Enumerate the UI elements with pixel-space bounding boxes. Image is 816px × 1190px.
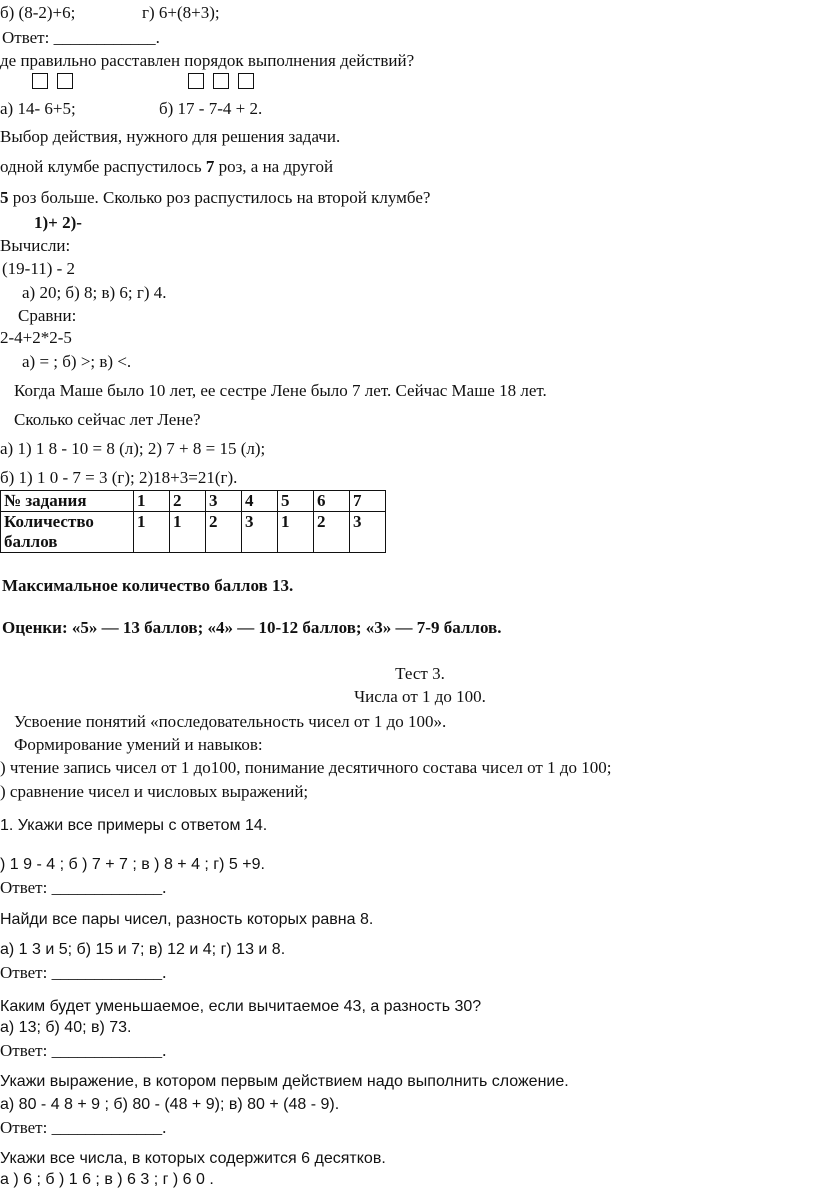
word-problem: Когда Маше было 10 лет, ее сестре Лене было 7 лет. Сейчас Маше 18 лет. — [14, 381, 547, 400]
question-1-options: ) 1 9 - 4 ; б ) 7 + 7 ; в ) 8 + 4 ; г) 5 +9. — [0, 856, 265, 873]
table-cell: 5 — [278, 491, 314, 512]
test-title: Тест 3. — [395, 664, 445, 683]
checkbox-icon — [188, 73, 204, 89]
checkbox-icon — [57, 73, 73, 89]
answer-line: Ответ: _____________. — [0, 1118, 167, 1137]
table-cell: 2 — [206, 512, 242, 553]
checkbox-group-b — [188, 73, 263, 93]
table-cell: Количество баллов — [1, 512, 134, 553]
solution-b: б) 1) 1 0 - 7 = 3 (г); 2)18+3=21(г). — [0, 468, 238, 487]
table-cell: 3 — [242, 512, 278, 553]
expression-a: а) 14- 6+5; — [0, 99, 76, 118]
checkbox-icon — [213, 73, 229, 89]
expression-b: б) 17 - 7-4 + 2. — [159, 99, 263, 118]
solution-a: а) 1) 1 8 - 10 = 8 (л); 2) 7 + 8 = 15 (л); — [0, 439, 266, 458]
answer-line: Ответ: ____________. — [2, 28, 160, 47]
task-heading: Выбор действия, нужного для решения задачи. — [0, 127, 341, 146]
question-4: Укажи выражение, в котором первым действием надо выполнить сложение. — [0, 1073, 569, 1090]
question-1: 1. Укажи все примеры с ответом 14. — [0, 817, 268, 834]
table-row — [1, 491, 386, 512]
question-3: Каким будет уменьшаемое, если вычитаемое 43, а разность 30? — [0, 998, 482, 1015]
grading-scale: Оценки: «5» — 13 баллов; «4» — 10-12 баллов; «3» — 7-9 баллов. — [2, 618, 502, 637]
problem-text: одной клумбе распустилось 7 роз, а на другой — [0, 157, 334, 176]
table-cell: 1 — [134, 491, 170, 512]
answer-line: Ответ: _____________. — [0, 963, 167, 982]
question-2: Найди все пары чисел, разность которых равна 8. — [0, 911, 374, 928]
answer-options: а) = ; б) >; в) <. — [22, 352, 132, 371]
table-cell: № задания — [1, 491, 134, 512]
checkbox-icon — [238, 73, 254, 89]
table-cell: 6 — [314, 491, 350, 512]
question-5-options: а ) 6 ; б ) 1 6 ; в ) 6 3 ; г ) 6 0 . — [0, 1171, 214, 1188]
question-2-options: а) 1 3 и 5; б) 15 и 7; в) 12 и 4; г) 13 и 8. — [0, 941, 286, 958]
table-cell: 3 — [206, 491, 242, 512]
table-cell: 2 — [314, 512, 350, 553]
table-cell: 1 — [170, 512, 206, 553]
question-5: Укажи все числа, в которых содержится 6 десятков. — [0, 1150, 386, 1167]
answer-line: Ответ: _____________. — [0, 1041, 167, 1060]
table-cell: 3 — [350, 512, 386, 553]
task-compare: Сравни: — [18, 306, 77, 325]
word-problem-question: Сколько сейчас лет Лене? — [14, 410, 201, 429]
table-cell: 1 — [278, 512, 314, 553]
task-compute: Вычисли: — [0, 236, 71, 255]
goal-text: Формирование умений и навыков: — [14, 735, 263, 754]
table-cell: 1 — [134, 512, 170, 553]
expression: 2-4+2*2-5 — [0, 328, 72, 347]
answer-option-g: г) 6+(8+3); — [142, 3, 220, 22]
question-3-options: а) 13; б) 40; в) 73. — [0, 1019, 132, 1036]
question-4-options: а) 80 - 4 8 + 9 ; б) 80 - (48 + 9); в) 80 + (48 - 9). — [0, 1096, 340, 1113]
answer-option-b: б) (8-2)+6; — [0, 3, 76, 22]
expression: (19-11) - 2 — [2, 259, 76, 278]
test-subtitle: Числа от 1 до 100. — [354, 687, 486, 706]
table-cell: 7 — [350, 491, 386, 512]
question-order-of-operations: де правильно расставлен порядок выполнения действий? — [0, 51, 415, 70]
score-table — [0, 490, 386, 553]
goal-text: ) сравнение чисел и числовых выражений; — [0, 782, 309, 801]
problem-text-continued: 5 роз больше. Сколько роз распустилось на второй клумбе? — [0, 188, 431, 207]
max-score: Максимальное количество баллов 13. — [2, 576, 294, 595]
operation-options: 1)+ 2)- — [34, 213, 82, 232]
answer-line: Ответ: _____________. — [0, 878, 167, 897]
checkbox-icon — [32, 73, 48, 89]
goal-text: ) чтение запись чисел от 1 до100, понимание десятичного состава чисел от 1 до 100; — [0, 758, 612, 777]
table-cell: 4 — [242, 491, 278, 512]
answer-options: а) 20; б) 8; в) 6; г) 4. — [22, 283, 167, 302]
checkbox-group-a — [32, 73, 82, 93]
table-cell: 2 — [170, 491, 206, 512]
goal-text: Усвоение понятий «последовательность чисел от 1 до 100». — [14, 712, 447, 731]
table-row — [1, 512, 386, 553]
